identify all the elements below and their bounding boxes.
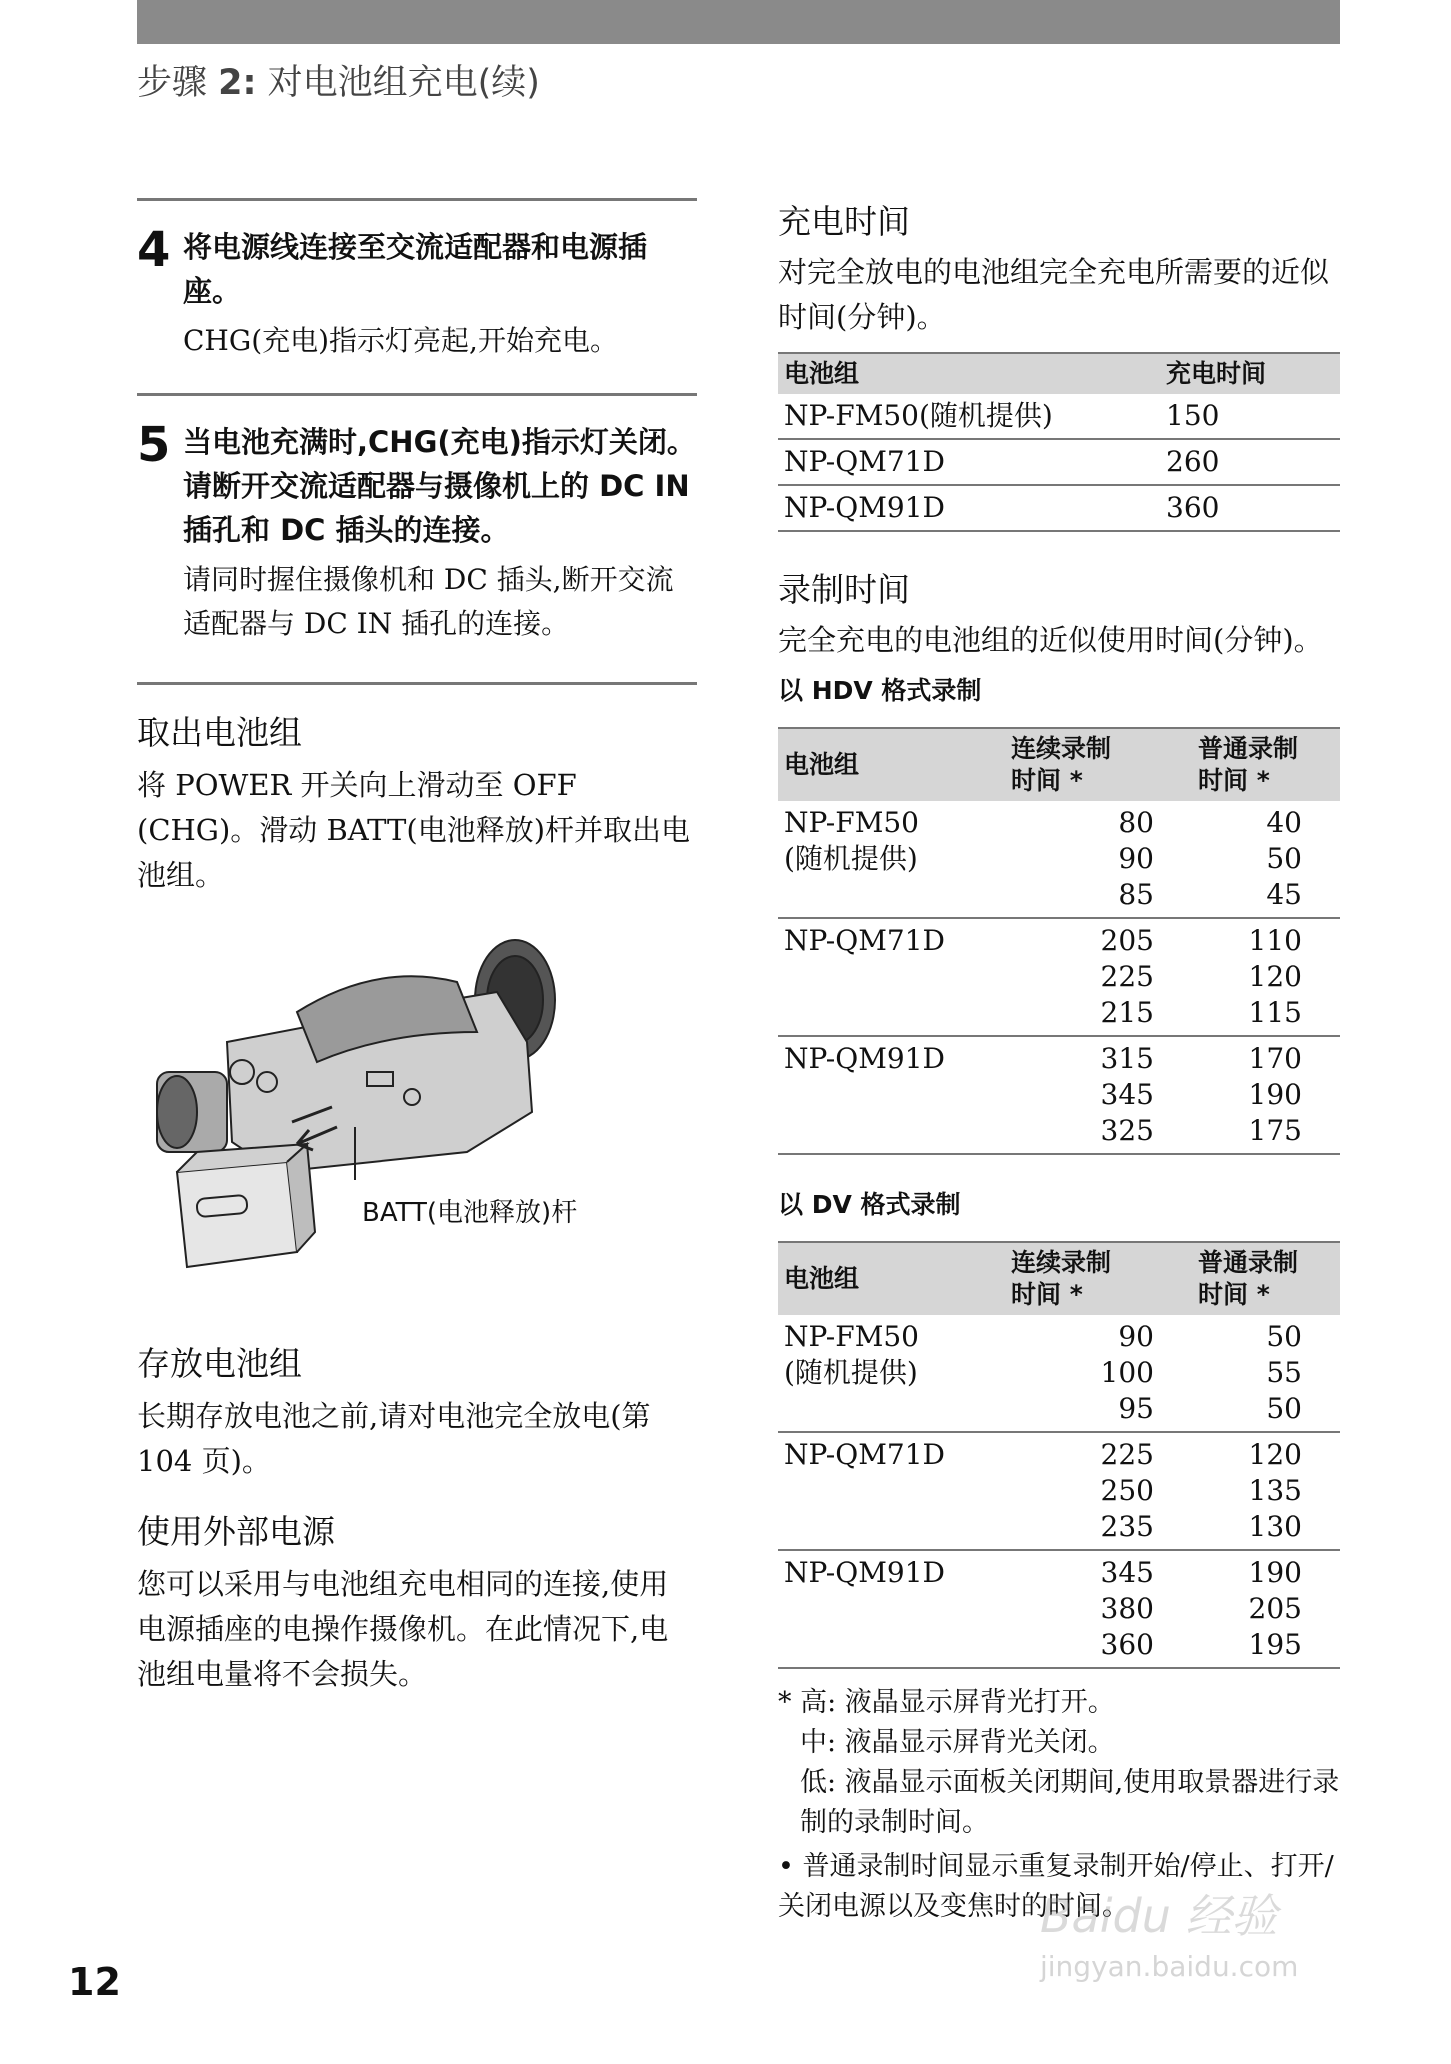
col-header: 普通录制 时间 *: [1192, 728, 1340, 801]
page-number: 12: [68, 1960, 121, 2004]
external-power-section: [137, 1510, 697, 1697]
footnote-low: 低: 液晶显示面板关闭期间,使用取景器进行录制的录制时间。: [800, 1767, 1340, 1838]
section-heading: 使用外部电源: [137, 1512, 335, 1551]
divider: [137, 682, 697, 685]
header-step-number: 2:: [218, 63, 257, 103]
header-prefix: 步骤: [137, 63, 208, 103]
step-title: 当电池充满时,CHG(充电)指示灯关闭。请断开交流适配器与摄像机上的 DC IN 插孔和 DC 插头的连接。: [183, 425, 696, 547]
table-row: NP-QM91D 315 345 325 170 190 175: [784, 1042, 1302, 1147]
step-title: 将电源线连接至交流适配器和电源插座。: [183, 230, 648, 308]
table-row: NP-QM71D 225 250 235 120 135 130: [778, 1432, 1340, 1550]
col-header: 电池组: [778, 728, 1005, 801]
divider: [137, 393, 697, 396]
camcorder-figure: [137, 922, 697, 1302]
charge-desc: 对完全放电的电池组完全充电所需要的近似时间(分钟)。: [778, 255, 1330, 334]
step-number: 4: [137, 222, 171, 278]
hdv-label: 以 HDV 格式录制: [778, 676, 982, 705]
watermark-logo: Baidu 经验: [1040, 1889, 1278, 1943]
col-header: 普通录制 时间 *: [1192, 1242, 1340, 1315]
divider: [137, 198, 697, 201]
left-column: [137, 198, 697, 1697]
footnote-mid: 中: 液晶显示屏背光关闭。: [800, 1727, 1115, 1758]
col-header: 电池组: [778, 1242, 1005, 1315]
section-heading: 存放电池组: [137, 1344, 302, 1383]
section-text: 您可以采用与电池组充电相同的连接,使用电源插座的电操作摄像机。在此情况下,电池组电量将不会损失。: [137, 1567, 669, 1691]
step-body: CHG(充电)指示灯亮起,开始充电。: [183, 324, 618, 357]
step-4: [137, 222, 697, 363]
charge-table: [778, 352, 1340, 532]
step-number: 5: [137, 417, 171, 473]
table-row: NP-FM50 (随机提供) 90 100 95 50 55 50: [778, 1315, 1340, 1432]
footnote-high: * 高: 液晶显示屏背光打开。: [778, 1687, 1115, 1718]
dv-label: 以 DV 格式录制: [778, 1190, 961, 1219]
camcorder-illustration: [137, 922, 697, 1302]
footnote-bullet: • 普通录制时间显示重复录制开始/停止、打开/关闭电源以及变焦时的时间。: [778, 1851, 1334, 1922]
record-heading: 录制时间: [778, 570, 910, 609]
section-text: 长期存放电池之前,请对电池完全放电(第 104 页)。: [137, 1399, 651, 1478]
col-header: 充电时间: [1160, 353, 1340, 394]
table-row: NP-QM91D 345 380 360 190 205 195: [784, 1556, 1302, 1661]
table-row: NP-QM91D 360: [784, 491, 1220, 524]
col-header: 连续录制 时间 *: [1005, 728, 1192, 801]
batt-lever-label: BATT(电池释放)杆: [362, 1198, 578, 1228]
charge-heading: 充电时间: [778, 202, 910, 241]
page-header: [137, 55, 540, 105]
step-5: [137, 417, 697, 646]
step-body: 请同时握住摄像机和 DC 插头,断开交流适配器与 DC IN 插孔的连接。: [183, 563, 674, 640]
dv-table: [778, 1241, 1340, 1669]
col-header: 连续录制 时间 *: [1005, 1242, 1192, 1315]
record-desc: 完全充电的电池组的近似使用时间(分钟)。: [778, 623, 1323, 657]
table-row: NP-FM50 (随机提供) 80 90 85 40 50 45: [778, 801, 1340, 918]
table-row: NP-QM71D 260: [778, 439, 1340, 485]
table-row: NP-QM71D 205 225 215 110 120 115: [778, 918, 1340, 1036]
section-text: 将 POWER 开关向上滑动至 OFF (CHG)。滑动 BATT(电池释放)杆并取出电池组。: [137, 768, 691, 892]
header-bar: [137, 0, 1340, 44]
right-column: [778, 200, 1340, 1927]
header-title: 对电池组充电(续): [267, 63, 540, 103]
table-row: NP-FM50(随机提供) 150: [778, 394, 1340, 439]
storage-section: [137, 1342, 697, 1484]
remove-battery-section: [137, 711, 697, 898]
col-header: 电池组: [778, 353, 1160, 394]
section-heading: 取出电池组: [137, 713, 302, 752]
hdv-table: [778, 727, 1340, 1155]
watermark-url: jingyan.baidu.com: [1040, 1950, 1299, 1983]
